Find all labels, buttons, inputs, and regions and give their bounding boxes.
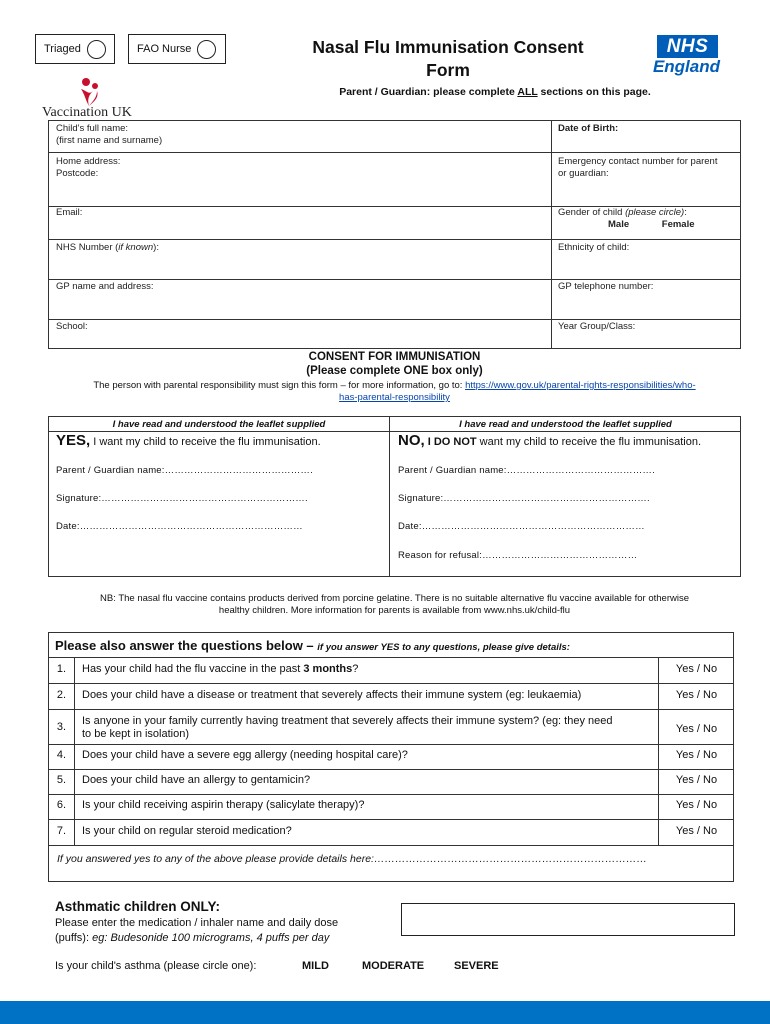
asthma-instructions: Please enter the medication / inhaler name and daily dose (puffs): eg: Budesonide 100 micrograms, 4 puffs per day: [55, 917, 339, 944]
asthma-heading: Asthmatic children ONLY:: [55, 899, 221, 914]
asthma-severity-question: Is your child's asthma (please circle one):: [55, 960, 257, 972]
vaccination-logo-icon: [75, 77, 105, 107]
yes-no-answer-3[interactable]: Yes / No: [675, 723, 718, 735]
gelatine-note: NB: The nasal flu vaccine contains products derived from porcine gelatine. There is no suitable alternative flu vaccine available for otherwise healthy children. More information for parents is available from www.nhs.uk/child-flu: [100, 593, 689, 616]
triaged-label: Triaged: [44, 43, 81, 55]
triaged-box[interactable]: [35, 34, 115, 64]
gp-name-field[interactable]: GP name and address:: [56, 281, 154, 292]
vaccination-uk-logo: [42, 77, 142, 119]
nhs-england-text: England: [652, 57, 720, 76]
questions-heading: Please also answer the questions below – if you answer YES to any questions, please give details:: [55, 638, 570, 653]
yes-no-answer-2[interactable]: Yes / No: [675, 689, 718, 701]
gender-field[interactable]: Gender of child (please circle): Male Female: [558, 207, 695, 230]
no-signature-field[interactable]: Signature:……………………………………………………….: [398, 493, 650, 504]
footer-bar: [0, 1001, 770, 1024]
yes-no-answer-6[interactable]: Yes / No: [675, 799, 718, 811]
refusal-reason-field[interactable]: Reason for refusal:…………………………………………: [398, 550, 638, 561]
home-address-field[interactable]: Home address: Postcode:: [56, 156, 121, 179]
severity-moderate-option[interactable]: MODERATE: [362, 960, 425, 972]
child-details-grid: [48, 120, 741, 349]
consent-info: The person with parental responsibility must sign this form – for more information, go to: https://www.gov.uk/parental-rights-responsibilities/who- has-parental-responsibility: [93, 380, 696, 403]
dob-field[interactable]: Date of Birth:: [558, 123, 619, 134]
nhs-logo: NHS: [657, 35, 718, 58]
school-field[interactable]: School:: [56, 321, 88, 332]
yes-no-answer-5[interactable]: Yes / No: [675, 774, 718, 786]
yes-consent-option[interactable]: YES, I want my child to receive the flu immunisation.: [56, 432, 321, 449]
triaged-checkbox[interactable]: [87, 40, 106, 59]
parental-responsibility-link-cont[interactable]: has-parental-responsibility: [339, 392, 450, 403]
yes-no-answer-7[interactable]: Yes / No: [675, 825, 718, 837]
consent-box: [48, 416, 741, 577]
yes-no-answer-4[interactable]: Yes / No: [675, 749, 718, 761]
yes-signature-field[interactable]: Signature:……………………………………………………….: [56, 493, 308, 504]
asthma-medication-input[interactable]: [401, 903, 735, 936]
health-questions-table: Please also answer the questions below – if you answer YES to any questions, please give details: 1. Has your child had the flu vaccine in the past 3 months? Yes / No 2. Does your child have a disease or treatment that severely affects their immune system (eg: leukaemia) Yes / No 3. Is anyone in your family currently having treatment that severely affects their immune system? (eg: they need to be kept in isolation) Yes / No 4. Does your child have a severe egg allergy (needing hospital care)? Yes / No 5. Does your child have an allergy to gentamicin? Yes / No 6. Is your child receiving aspirin therapy (salicylate therapy)? Yes / No 7. Is your child on regular steroid medication? Yes / No If you answered yes to any of the above please provide details here:……………………………………………………………………: [48, 632, 734, 882]
yes-no-answer-1[interactable]: Yes / No: [675, 663, 718, 675]
consent-subheading: (Please complete ONE box only): [306, 365, 483, 377]
vaccination-uk-text: Vaccination UK: [42, 105, 132, 120]
fao-nurse-checkbox[interactable]: [197, 40, 216, 59]
no-date-field[interactable]: Date:……………………………………………………………: [398, 521, 645, 532]
nhs-number-field[interactable]: NHS Number (if known):: [56, 242, 159, 253]
form-subtitle: Parent / Guardian: please complete ALL sections on this page.: [339, 86, 651, 98]
yes-date-field[interactable]: Date:……………………………………………………………: [56, 521, 303, 532]
ethnicity-field[interactable]: Ethnicity of child:: [558, 242, 630, 253]
fao-nurse-label: FAO Nurse: [137, 43, 192, 55]
gender-male-option[interactable]: Male: [608, 219, 630, 230]
details-field[interactable]: If you answered yes to any of the above please provide details here:……………………………………………………………………: [57, 853, 647, 865]
gender-female-option[interactable]: Female: [661, 219, 695, 230]
gp-telephone-field[interactable]: GP telephone number:: [558, 281, 654, 292]
fao-nurse-box[interactable]: [128, 34, 226, 64]
parental-responsibility-link[interactable]: https://www.gov.uk/parental-rights-responsibilities/who-: [465, 380, 696, 391]
no-parent-name-field[interactable]: Parent / Guardian name:……………………………………….: [398, 465, 655, 476]
consent-heading: CONSENT FOR IMMUNISATION: [308, 351, 481, 363]
emergency-contact-field[interactable]: Emergency contact number for parent or guardian:: [558, 156, 718, 179]
yes-parent-name-field[interactable]: Parent / Guardian name:……………………………………….: [56, 465, 313, 476]
severity-mild-option[interactable]: MILD: [302, 960, 329, 972]
severity-severe-option[interactable]: SEVERE: [454, 960, 499, 972]
no-consent-option[interactable]: NO, I DO NOT want my child to receive the flu immunisation.: [398, 432, 701, 449]
form-title: Nasal Flu Immunisation Consent Form: [312, 37, 584, 80]
year-group-field[interactable]: Year Group/Class:: [558, 321, 636, 332]
leaflet-note-yes: I have read and understood the leaflet supplied: [112, 419, 326, 430]
child-name-field[interactable]: Child's full name: (first name and surname): [56, 123, 163, 146]
email-field[interactable]: Email:: [56, 207, 83, 218]
leaflet-note-no: I have read and understood the leaflet supplied: [459, 419, 672, 430]
